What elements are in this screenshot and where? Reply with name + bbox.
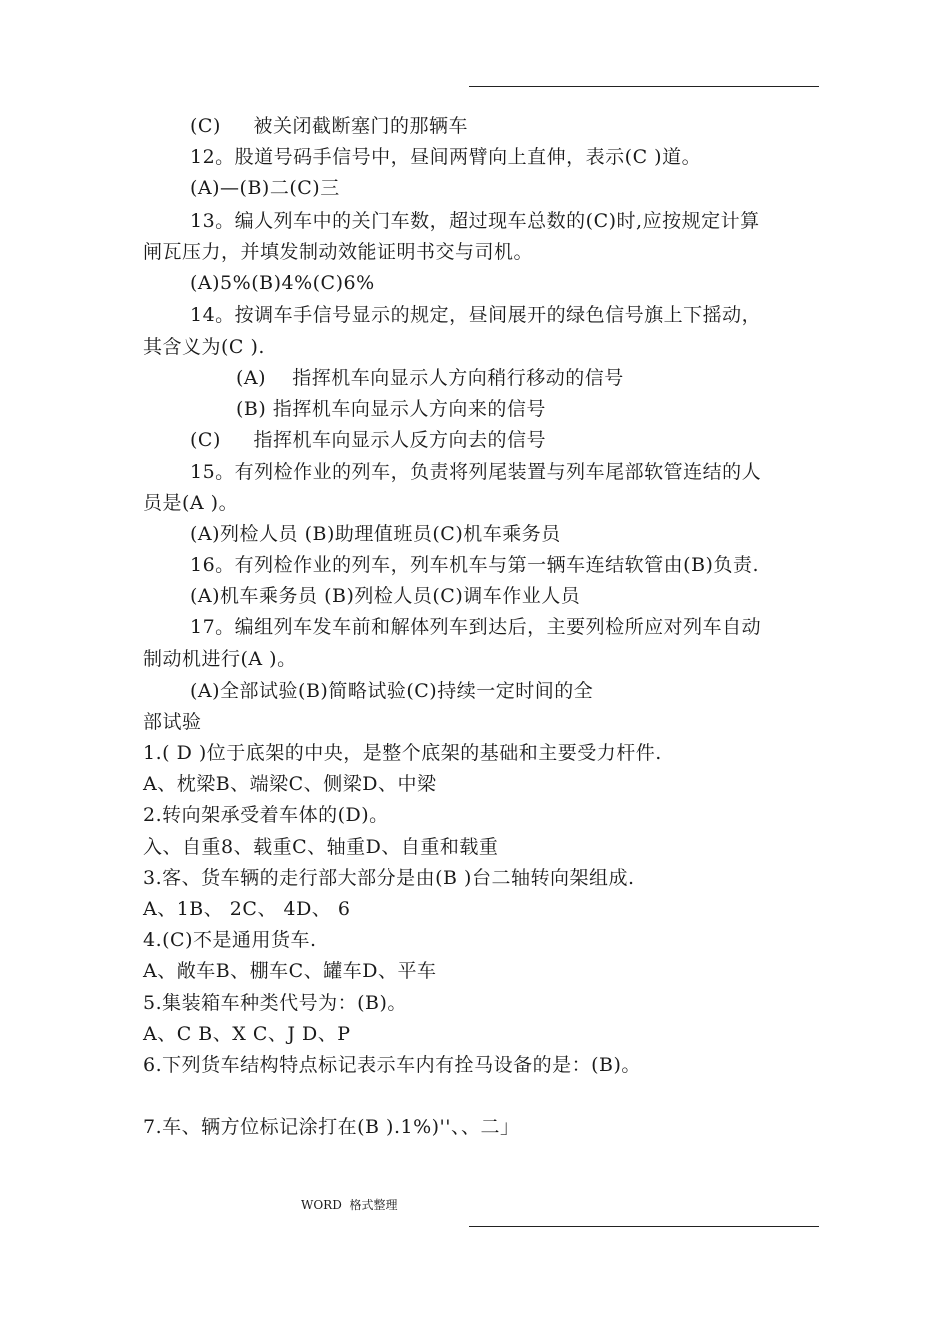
text-line: 入、自重8、载重C、轴重D、自重和载重 xyxy=(143,836,499,858)
text-line: (A) 指挥机车向显示人方向稍行移动的信号 xyxy=(236,367,624,389)
text-line: 16。有列检作业的列车，列车机车与第一辆车连结软管由(B)负责. xyxy=(190,554,760,576)
footer-rule xyxy=(469,1226,819,1227)
text-line: (C) 指挥机车向显示人反方向去的信号 xyxy=(190,429,547,451)
text-line: 5.集装箱车种类代号为：(B)。 xyxy=(143,992,407,1014)
text-line: (A)—(B)二(C)三 xyxy=(190,177,340,199)
text-line: 17。编组列车发车前和解体列车到达后，主要列检所应对列车自动 xyxy=(190,616,762,638)
header-rule xyxy=(469,86,819,87)
text-line: 闸瓦压力，并填发制动效能证明书交与司机。 xyxy=(143,241,534,263)
text-line: A、枕梁B、端梁C、侧梁D、中梁 xyxy=(143,773,437,795)
text-line: (A)5%(B)4%(C)6% xyxy=(190,272,375,294)
text-line: 15。有列检作业的列车，负责将列尾装置与列车尾部软管连结的人 xyxy=(190,461,762,483)
text-line: 2.转向架承受着车体的(D)。 xyxy=(143,804,389,826)
text-line: 制动机进行(A )。 xyxy=(143,648,297,670)
text-line: 12。股道号码手信号中，昼间两臂向上直伸，表示(C )道。 xyxy=(190,146,702,168)
text-line: (B) 指挥机车向显示人方向来的信号 xyxy=(236,398,546,420)
text-line: (A)机车乘务员 (B)列检人员(C)调车作业人员 xyxy=(190,585,581,607)
text-line: 13。编人列车中的关门车数，超过现车总数的(C)时,应按规定计算 xyxy=(190,210,760,232)
text-line: 14。按调车手信号显示的规定，昼间展开的绿色信号旗上下摇动， xyxy=(190,304,762,326)
text-line: 4.(C)不是通用货车. xyxy=(143,929,317,951)
text-line: 部试验 xyxy=(143,711,202,733)
text-line: 1.( D )位于底架的中央，是整个底架的基础和主要受力杆件. xyxy=(143,742,662,764)
text-line: 其含义为(C ). xyxy=(143,336,265,358)
text-line: 员是(A )。 xyxy=(143,492,239,514)
text-line: A、敞车B、棚车C、罐车D、平车 xyxy=(143,960,437,982)
footer-label: WORD 格式整理 xyxy=(301,1198,398,1212)
text-line: (C) 被关闭截断塞门的那辆车 xyxy=(190,115,469,137)
text-line: 6.下列货车结构特点标记表示车内有拴马设备的是：(B)。 xyxy=(143,1054,641,1076)
text-line: (A)全部试验(B)简略试验(C)持续一定时间的全 xyxy=(190,680,594,702)
text-line: (A)列检人员 (B)助理值班员(C)机车乘务员 xyxy=(190,523,561,545)
text-line: 3.客、货车辆的走行部大部分是由(B )台二轴转向架组成. xyxy=(143,867,635,889)
text-line: A、C B、X C、J D、P xyxy=(143,1023,351,1045)
text-line: A、1B、 2C、 4D、 6 xyxy=(143,898,351,920)
text-line: 7.车、辆方位标记涂打在(B ).1%)''、、二」 xyxy=(143,1116,520,1138)
